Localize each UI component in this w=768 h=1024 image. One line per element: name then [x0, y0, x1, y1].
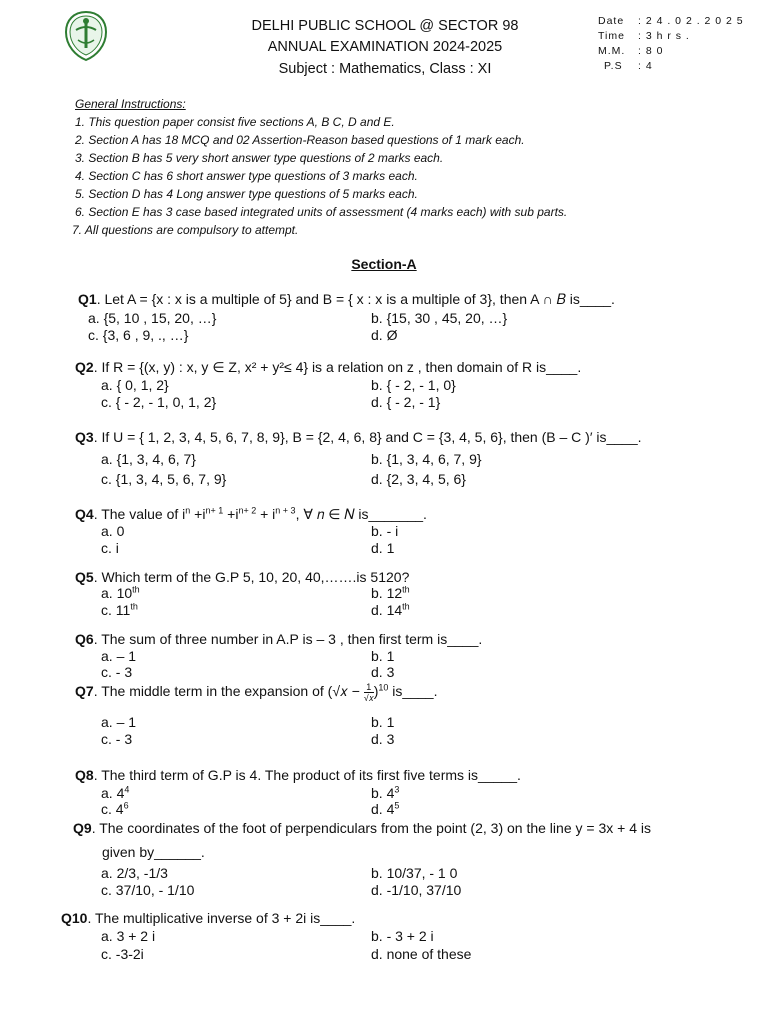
- fraction: $\frac{1}{\text{√𝑥}}$: [363, 682, 374, 703]
- instructions-title: General Instructions:: [75, 97, 186, 111]
- exponent: 10: [378, 682, 389, 693]
- question-number: Q5: [75, 569, 94, 585]
- question-text: +i: [190, 506, 206, 522]
- question-text: is____.: [388, 683, 438, 700]
- option-a: a. {1, 3, 4, 6, 7}: [101, 451, 196, 467]
- option-b: b. 1: [371, 648, 395, 664]
- question-number: Q6: [75, 631, 94, 647]
- option-d: d. 14th: [371, 601, 410, 618]
- option-b: b. { - 2, - 1, 0}: [371, 377, 456, 393]
- question-number: Q1: [78, 291, 97, 307]
- meta-label: Date: [598, 15, 625, 27]
- exponent: n + 3: [275, 505, 296, 516]
- meta-value: : 3 h r s .: [638, 30, 690, 42]
- option-b: b. 1: [371, 714, 395, 730]
- question-7: [75, 682, 437, 703]
- option-c: c. { - 2, - 1, 0, 1, 2}: [101, 394, 217, 410]
- question-10: [61, 910, 355, 927]
- option-c: c. 37/10, - 1/10: [101, 882, 195, 898]
- option-a: a. 2/3, -1/3: [101, 865, 168, 881]
- question-number: Q8: [75, 767, 94, 783]
- question-text: , ∀ 𝑛 ∈ 𝑁 is_______.: [295, 506, 427, 522]
- question-2: [75, 359, 581, 376]
- school-logo-icon: [64, 10, 108, 62]
- question-number: Q2: [75, 359, 94, 375]
- question-number: Q3: [75, 429, 94, 445]
- option-a: a. 0: [101, 523, 125, 539]
- question-text: . If R = {(x, y) : x, y ∈ Z, x² + y²≤ 4} is a relation on z , then domain of R is____.: [93, 359, 582, 375]
- option-b: b. {1, 3, 4, 6, 7, 9}: [371, 451, 482, 467]
- option-b: b. $4^3$: [371, 784, 400, 801]
- question-number: Q7: [75, 683, 94, 700]
- question-text: . The sum of three number in A.P is – 3 , then first term is____.: [93, 631, 483, 647]
- option-c: c. i: [101, 540, 119, 556]
- option-d: d. -1/10, 37/10: [371, 882, 462, 898]
- option-c: c. -3-2i: [101, 946, 144, 962]
- question-text: . The middle term in the expansion of (√𝑥 −: [93, 683, 360, 700]
- question-8: [75, 767, 521, 784]
- exponent: n+ 1: [205, 505, 224, 516]
- question-number: Q9: [73, 820, 92, 836]
- option-d: d. 3: [371, 664, 395, 680]
- question-5: [75, 569, 409, 586]
- meta-label: M.M.: [598, 45, 626, 57]
- question-text: + i: [256, 506, 276, 522]
- school-name: DELHI PUBLIC SCHOOL @ SECTOR 98: [251, 18, 519, 34]
- instruction-item: 6. Section E has 3 case based integrated units of assessment (4 marks each) with sub parts.: [75, 205, 568, 219]
- option-c: c. {3, 6 , 9, ., …}: [88, 327, 189, 343]
- exponent: n: [185, 505, 191, 516]
- question-text: . The value of i: [93, 506, 186, 522]
- question-text: . Which term of the G.P 5, 10, 20, 40,…….is 5120?: [93, 569, 410, 585]
- option-b: b. 10/37, - 1 0: [371, 865, 458, 881]
- meta-label: P.S: [604, 60, 623, 72]
- question-text-continued: given by______.: [102, 844, 205, 860]
- question-text: . The third term of G.P is 4. The product of its first five terms is_____.: [93, 767, 521, 783]
- meta-label: Time: [598, 30, 625, 42]
- option-a: a. – 1: [101, 648, 137, 664]
- instruction-item: 7. All questions are compulsory to attempt.: [72, 223, 299, 237]
- meta-value: : 2 4 . 0 2 . 2 0 2 5: [638, 15, 744, 27]
- option-a: a. $4^4$: [101, 784, 130, 801]
- exam-title: ANNUAL EXAMINATION 2024-2025: [267, 39, 503, 55]
- option-d: d. {2, 3, 4, 5, 6}: [371, 471, 466, 487]
- option-d: d. $4^5$: [371, 800, 400, 817]
- question-number: Q4: [75, 506, 94, 522]
- question-4: [75, 506, 427, 523]
- option-c: c. $4^6$: [101, 800, 129, 817]
- option-d: d. none of these: [371, 946, 472, 962]
- option-a: a. {5, 10 , 15, 20, …}: [88, 310, 217, 326]
- option-b: b. {15, 30 , 45, 20, …}: [371, 310, 508, 326]
- option-c: c. 11th: [101, 601, 138, 618]
- instruction-item: 4. Section C has 6 short answer type questions of 3 marks each.: [75, 169, 418, 183]
- option-d: d. Ø: [371, 327, 398, 343]
- option-a: a. 10th: [101, 584, 140, 601]
- option-b: b. 12th: [371, 584, 410, 601]
- instruction-item: 2. Section A has 18 MCQ and 02 Assertion-Reason based questions of 1 mark each.: [75, 133, 525, 147]
- question-text: . Let A = {x : x is a multiple of 5} and B = { x : x is a multiple of 3}, then A ∩ 𝐵 is____.: [96, 291, 615, 307]
- option-d: d. 1: [371, 540, 395, 556]
- option-a: a. { 0, 1, 2}: [101, 377, 169, 393]
- question-text: . If U = { 1, 2, 3, 4, 5, 6, 7, 8, 9}, B = {2, 4, 6, 8} and C = {3, 4, 5, 6}, then (B – C )′ is____.: [93, 429, 642, 445]
- question-1: [78, 291, 615, 308]
- exam-meta: [598, 14, 744, 74]
- question-6: [75, 631, 482, 648]
- option-c: c. - 3: [101, 731, 133, 747]
- general-instructions: [72, 95, 568, 239]
- option-d: d. { - 2, - 1}: [371, 394, 441, 410]
- question-text: . The coordinates of the foot of perpendiculars from the point (2, 3) on the line y = 3x + 4 is: [91, 820, 651, 836]
- exponent: n+ 2: [238, 505, 257, 516]
- subject-line: Subject : Mathematics, Class : XI: [278, 61, 492, 77]
- option-c: c. - 3: [101, 664, 133, 680]
- question-text: . The multiplicative inverse of 3 + 2i is____.: [87, 910, 356, 926]
- option-d: d. 3: [371, 731, 395, 747]
- option-b: b. - i: [371, 523, 399, 539]
- option-c: c. {1, 3, 4, 5, 6, 7, 9}: [101, 471, 227, 487]
- question-9: [73, 820, 651, 837]
- option-a: a. – 1: [101, 714, 137, 730]
- question-3: [75, 429, 642, 446]
- instruction-item: 3. Section B has 5 very short answer type questions of 2 marks each.: [75, 151, 444, 165]
- meta-value: : 8 0: [638, 45, 664, 57]
- question-number: Q10: [61, 910, 88, 926]
- question-text: +i: [223, 506, 239, 522]
- meta-value: : 4: [638, 60, 653, 72]
- instruction-item: 1. This question paper consist five sections A, B C, D and E.: [75, 115, 395, 129]
- option-a: a. 3 + 2 i: [101, 928, 156, 944]
- option-b: b. - 3 + 2 i: [371, 928, 434, 944]
- section-heading: Section-A: [351, 256, 417, 272]
- question-text: ): [373, 683, 379, 700]
- instruction-item: 5. Section D has 4 Long answer type questions of 5 marks each.: [75, 187, 418, 201]
